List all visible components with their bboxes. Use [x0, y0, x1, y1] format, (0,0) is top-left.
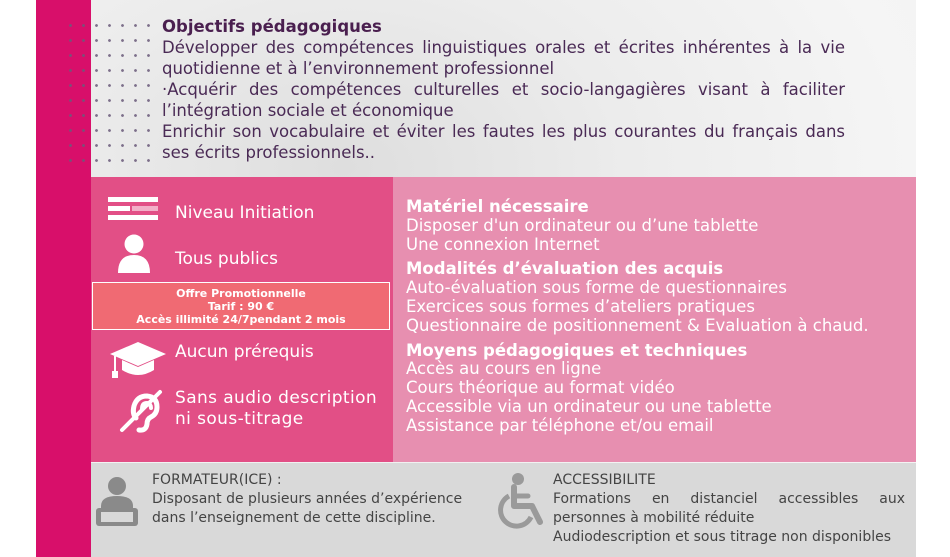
offer-price: Tarif : 90 €: [207, 300, 275, 313]
materiel-title: Matériel nécessaire: [406, 197, 589, 216]
person-icon: [116, 234, 152, 274]
objective-item: Enrichir son vocabulaire et éviter les fautes les plus courantes du français dans ses écrits professionnels..: [162, 122, 845, 162]
trainer-line1: Disposant de plusieurs années d’expérience: [152, 491, 463, 507]
moyens-item: Accès au cours en ligne: [406, 359, 602, 379]
hearing-impaired-icon: [118, 388, 164, 434]
prerequisite-label: Aucun prérequis: [175, 342, 314, 362]
evaluation-title: Modalités d’évaluation des acquis: [406, 259, 724, 279]
trainer-laptop-icon: [95, 476, 139, 528]
offer-title: Offre Promotionnelle: [176, 287, 306, 300]
trainer-line2: dans l’enseignement de cette discipline.: [152, 510, 436, 526]
objectives-title: Objectifs pédagogiques: [162, 17, 382, 36]
materiel-item: Une connexion Internet: [406, 234, 600, 254]
materiel-item: Disposer d'un ordinateur ou d’une tablette: [406, 215, 759, 235]
decorative-dots: [64, 18, 152, 164]
level-label: Niveau Initiation: [175, 203, 315, 223]
audience-label: Tous publics: [175, 249, 278, 269]
accessibility-title: ACCESSIBILITE: [553, 472, 656, 488]
promo-offer-box: [92, 282, 390, 330]
graduation-cap-icon: [108, 340, 168, 382]
evaluation-item: Exercices sous formes d’ateliers pratiques: [406, 296, 755, 316]
objective-item: Développer des compétences linguistiques orales et écrites inhérentes à la vie quotidienne et à l’environnement professionnel: [162, 38, 845, 78]
audio-label-line1: Sans audio description: [175, 388, 378, 408]
evaluation-item: Auto-évaluation sous forme de questionnaires: [406, 278, 787, 298]
moyens-item: Accessible via un ordinateur ou une tablette: [406, 396, 772, 416]
moyens-item: Cours théorique au format vidéo: [406, 378, 675, 398]
objective-item: ·Acquérir des compétences culturelles et socio-langagières visant à faciliter l’intégration sociale et économique: [162, 80, 845, 120]
evaluation-item: Questionnaire de positionnement & Evaluation à chaud.: [406, 315, 869, 335]
trainer-title: FORMATEUR(ICE) :: [152, 472, 282, 488]
moyens-title: Moyens pédagogiques et techniques: [406, 340, 748, 360]
objectives-section: [162, 16, 845, 163]
offer-access: Accès illimité 24/7pendant 2 mois: [136, 313, 346, 326]
wheelchair-icon: [498, 472, 548, 532]
level-bars-icon: [108, 197, 160, 221]
accessibility-line1: Formations en distanciel accessibles aux personnes à mobilité réduite: [553, 491, 905, 526]
details-column: [406, 198, 911, 436]
accessibility-line2: Audiodescription et sous titrage non disponibles: [553, 529, 891, 545]
moyens-item: Assistance par téléphone et/ou email: [406, 415, 714, 435]
audio-label-line2: ni sous-titrage: [175, 409, 304, 429]
